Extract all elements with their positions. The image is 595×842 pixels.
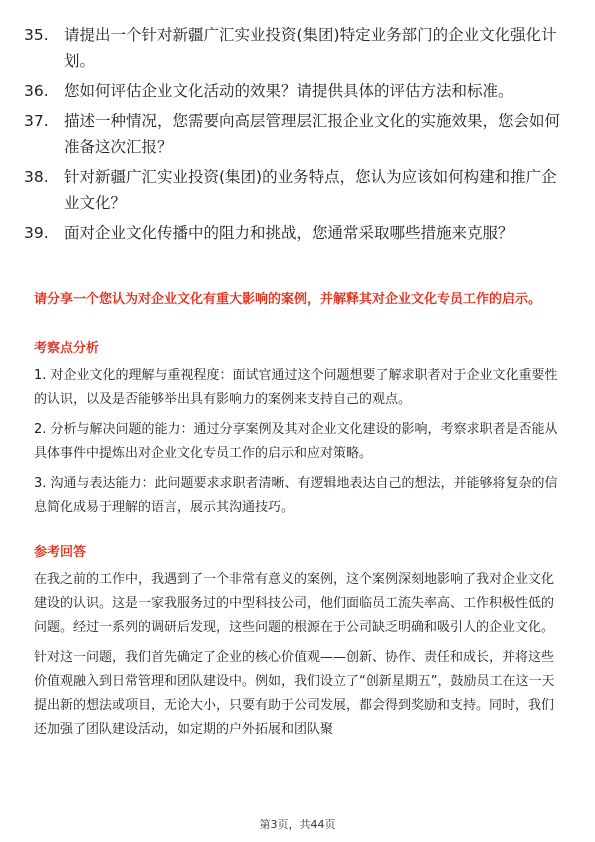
answer-paragraph: 在我之前的工作中，我遇到了一个非常有意义的案例，这个案例深刻地影响了我对企业文化建设的认识。这是一家我服务过的中型科技公司，他们面临员工流失率高、工作积极性低的问题。经过一系列的调研后发现，这些问题的根源在于公司缺乏明确和吸引人的企业文化。 [34,572,555,635]
question-number: 36. [24,82,49,100]
answer-section [34,568,564,748]
list-item [24,78,572,104]
analysis-point: 1. 对企业文化的理解与重视程度：面试官通过这个问题想要了解求职者对于企业文化重要性的认识，以及是否能够举出具有影响力的案例来支持自己的观点。 [34,368,558,407]
analysis-point: 2. 分析与解决问题的能力：通过分享案例及其对企业文化建设的影响，考察求职者是否能从具体事件中提炼出对企业文化专员工作的启示和应对策略。 [34,422,558,461]
list-item [24,108,572,160]
question-text: 您如何评估企业文化活动的效果？请提供具体的评估方法和标准。 [64,82,514,100]
analysis-point: 3. 沟通与表达能力：此问题要求求职者清晰、有逻辑地表达自己的想法，并能够将复杂的信息简化成易于理解的语言，展示其沟通技巧。 [34,476,558,515]
question-text: 请提出一个针对新疆广汇实业投资(集团)特定业务部门的企业文化强化计划。 [64,26,557,70]
question-text: 面对企业文化传播中的阻力和挑战，您通常采取哪些措施来克服？ [64,224,514,242]
list-item [24,22,572,74]
highlight-question: 请分享一个您认为对企业文化有重大影响的案例，并解释其对企业文化专员工作的启示。 [34,292,542,307]
list-item [24,164,572,216]
question-number: 38. [24,168,49,186]
list-item [24,220,572,246]
question-number: 35. [24,26,49,44]
question-text: 针对新疆广汇实业投资(集团)的业务特点，您认为应该如何构建和推广企业文化？ [64,168,557,212]
question-number: 39. [24,224,49,242]
answer-paragraph: 针对这一问题，我们首先确定了企业的核心价值观——创新、协作、责任和成长，并将这些价值观融入到日常管理和团队建设中。例如，我们设立了“创新星期五”，鼓励员工在这一天提出新的想法或项目，无论大小，只要有助于公司发展，都会得到奖励和支持。同时，我们还加强了团队建设活动，如定期的户外拓展和团队聚 [34,650,555,737]
question-number: 37. [24,112,49,130]
analysis-section [34,364,564,526]
answer-heading: 参考回答 [34,545,87,560]
question-text: 描述一种情况，您需要向高层管理层汇报企业文化的实施效果，您会如何准备这次汇报？ [64,112,561,156]
analysis-heading: 考察点分析 [34,341,100,356]
page-number: 第3页，共44页 [259,818,336,831]
question-list [24,22,572,250]
